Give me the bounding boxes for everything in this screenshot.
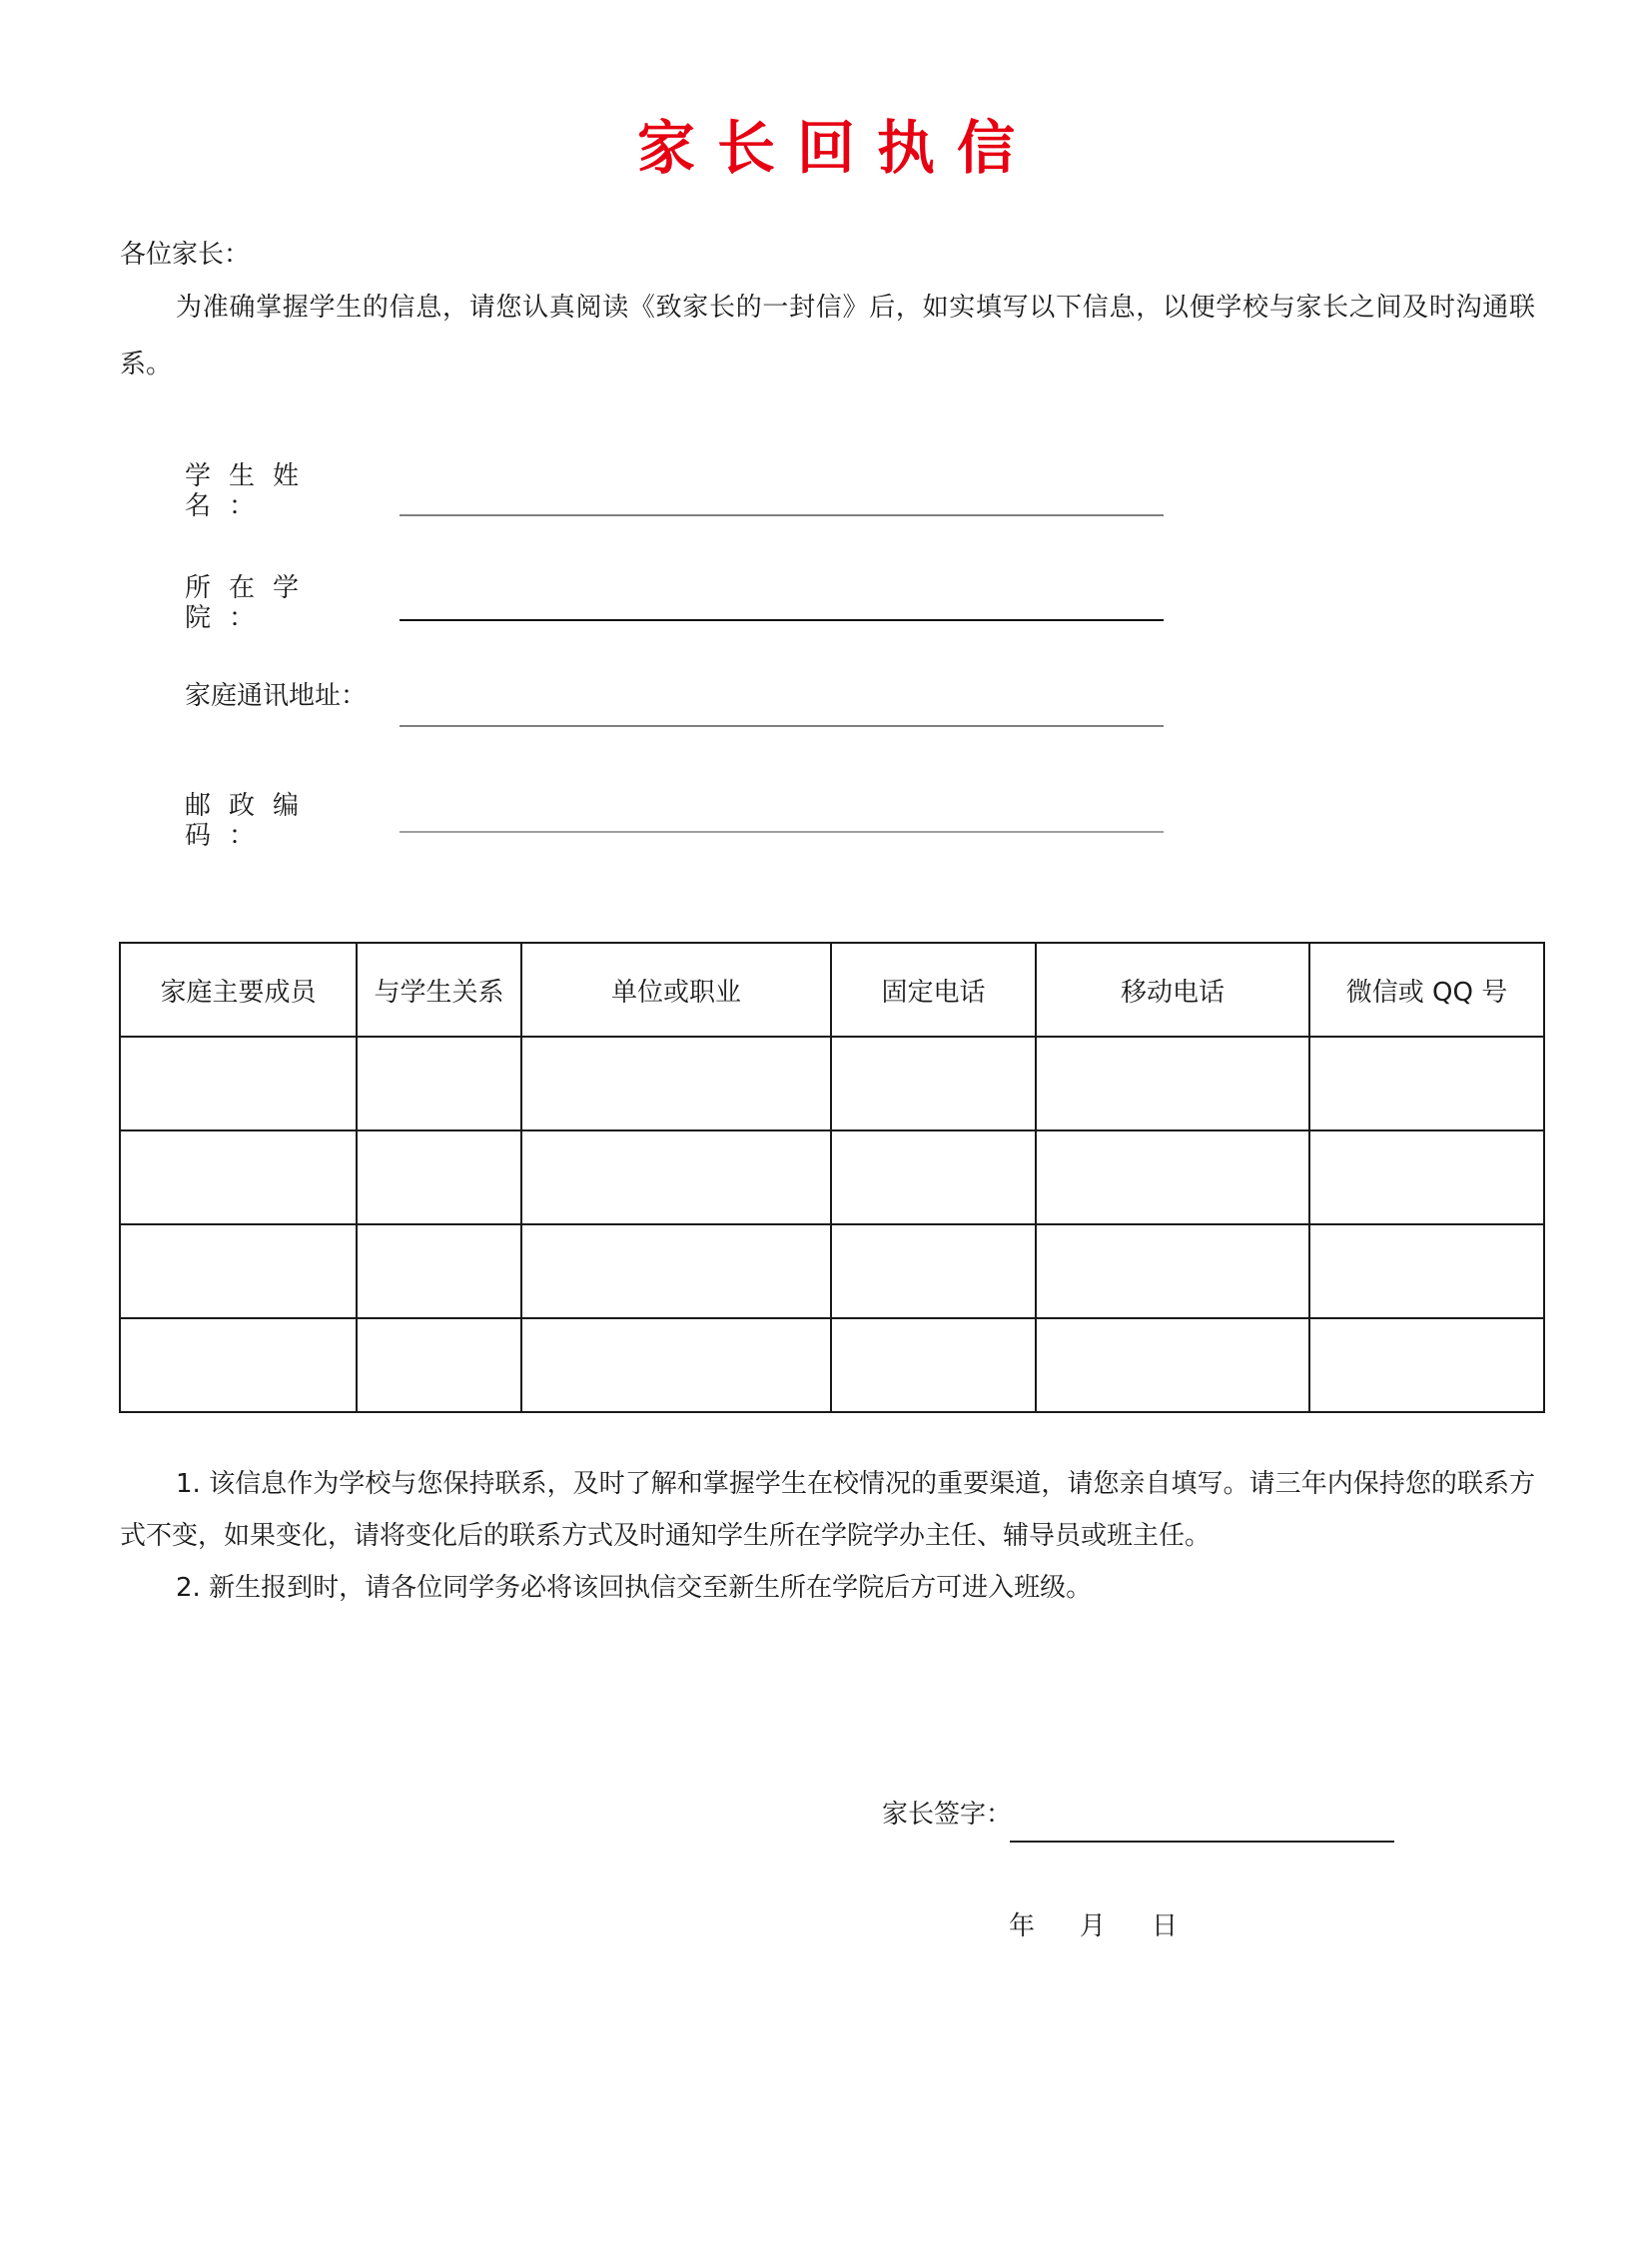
table-cell[interactable] [1309, 1224, 1544, 1318]
intro-paragraph: 为准确掌握学生的信息，请您认真阅读《致家长的一封信》后，如实填写以下信息，以便学校与家长之间及时沟通联系。 [120, 293, 1535, 379]
table-cell[interactable] [1036, 1224, 1309, 1318]
home-address-label: 家庭通讯地址： [185, 681, 368, 711]
table-row [120, 1318, 1544, 1412]
student-name-field[interactable] [400, 514, 1164, 516]
parent-signature-label: 家长签字： [882, 1800, 1013, 1830]
table-cell[interactable] [1036, 1037, 1309, 1130]
table-cell[interactable] [357, 1130, 521, 1224]
table-row [120, 1130, 1544, 1224]
notes-section [120, 1458, 1535, 1614]
note-1: 1. 该信息作为学校与您保持联系，及时了解和掌握学生在校情况的重要渠道，请您亲自填写。请三年内保持您的联系方式不变，如果变化，请将变化后的联系方式及时通知学生所在学院学办主任、辅导员或班主任。 [120, 1469, 1535, 1551]
date-year-label: 年 [1009, 1911, 1036, 1941]
greeting: 各位家长： [120, 240, 251, 270]
table-cell[interactable] [1309, 1318, 1544, 1412]
table-cell[interactable] [521, 1037, 831, 1130]
table-row [120, 1037, 1544, 1130]
table-cell[interactable] [1036, 1130, 1309, 1224]
table-cell[interactable] [521, 1318, 831, 1412]
table-cell[interactable] [831, 1130, 1036, 1224]
family-members-table [119, 942, 1545, 1413]
table-cell[interactable] [521, 1130, 831, 1224]
header-landline: 固定电话 [831, 943, 1036, 1037]
table-row [120, 1224, 1544, 1318]
table-cell[interactable] [120, 1130, 357, 1224]
student-name-label: 学生姓名： [185, 461, 318, 521]
table-header-row [120, 943, 1544, 1037]
table-cell[interactable] [357, 1037, 521, 1130]
postal-code-label: 邮政编码： [185, 791, 318, 851]
date-day-label: 日 [1152, 1911, 1179, 1941]
table-cell[interactable] [831, 1037, 1036, 1130]
note-2: 2. 新生报到时，请各位同学务必将该回执信交至新生所在学院后方可进入班级。 [176, 1573, 1093, 1603]
table-cell[interactable] [120, 1318, 357, 1412]
table-cell[interactable] [1309, 1037, 1544, 1130]
postal-code-field[interactable] [400, 831, 1164, 833]
table-cell[interactable] [1309, 1130, 1544, 1224]
header-wechat-qq: 微信或 QQ 号 [1309, 943, 1544, 1037]
table-cell[interactable] [357, 1318, 521, 1412]
home-address-field[interactable] [400, 725, 1164, 727]
table-cell[interactable] [521, 1224, 831, 1318]
college-field[interactable] [400, 619, 1164, 621]
table-cell[interactable] [1036, 1318, 1309, 1412]
header-mobile: 移动电话 [1036, 943, 1309, 1037]
table-cell[interactable] [120, 1224, 357, 1318]
parent-signature-field[interactable] [1010, 1841, 1394, 1843]
header-family-member: 家庭主要成员 [120, 943, 357, 1037]
table-cell[interactable] [831, 1224, 1036, 1318]
header-employer-occupation: 单位或职业 [521, 943, 831, 1037]
college-label: 所在学院： [185, 573, 318, 633]
table-cell[interactable] [357, 1224, 521, 1318]
document-title: 家长回执信 [636, 114, 1037, 182]
table-cell[interactable] [120, 1037, 357, 1130]
table-cell[interactable] [831, 1318, 1036, 1412]
date-month-label: 月 [1080, 1911, 1107, 1941]
header-relationship: 与学生关系 [357, 943, 521, 1037]
